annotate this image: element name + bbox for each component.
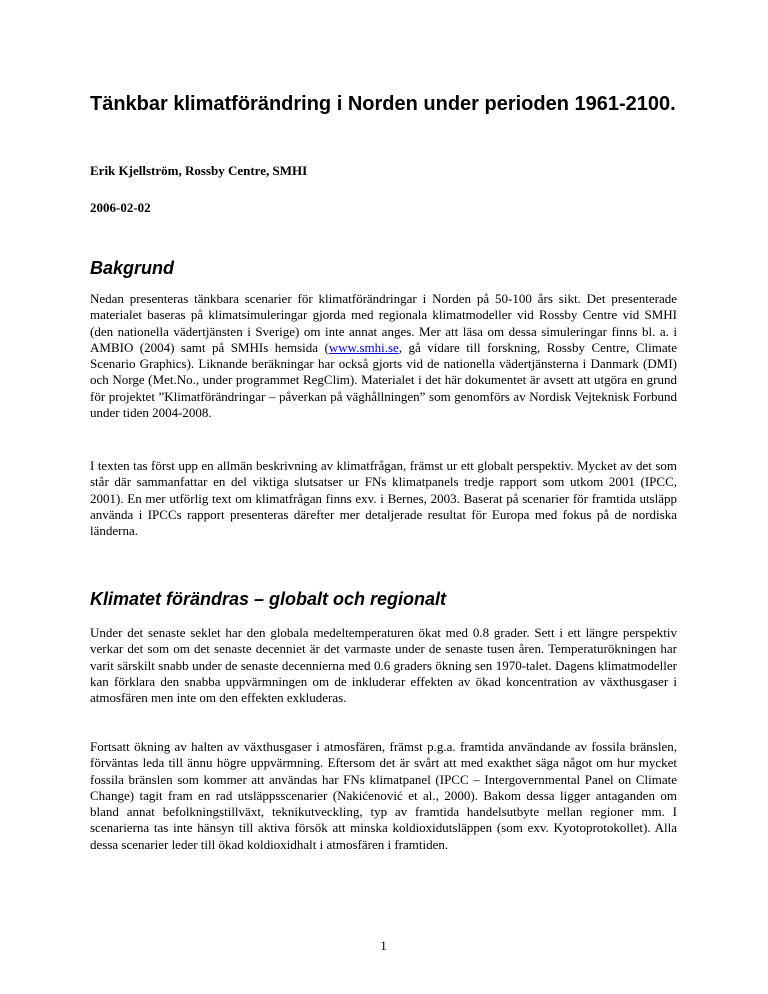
page-number: 1: [380, 938, 387, 953]
author-line: Erik Kjellström, Rossby Centre, SMHI: [90, 163, 308, 178]
section-heading-klimatet: Klimatet förändras – globalt och regionalt: [90, 589, 447, 609]
paragraph-bakgrund-2: I texten tas först upp en allmän beskrivning av klimatfrågan, främst ur ett globalt perspektiv. Mycket av det som står där sammanfattar en del viktiga slutsatser ur FNs klimatpanels tredje rapport som utkom 2001 (IPCC, 2001). En mer utförlig text om klimatfrågan finns exv. i Bernes, 2003. Baserat på scenarier för framtida utsläpp använda i IPCCs rapport presenteras därefter mer detaljerade resultat för Europa med fokus på de nordiska länderna.: [90, 458, 677, 539]
document-date: 2006-02-02: [90, 200, 151, 215]
paragraph-klimatet-2: Fortsatt ökning av halten av växthusgaser i atmosfären, främst p.g.a. framtida användande av fossila bränslen, förväntas leda till ännu högre uppvärmning. Eftersom det är svårt att med exakthet säga något om hur mycket fossila bränslen som kommer att användas har FNs klimatpanel (IPCC – Intergovernmental Panel on Climate Change) tagit fram en rad utsläppsscenarier (Nakićenović et al., 2000). Bakom dessa ligger antaganden om bland annat befolkningstillväxt, teknikutveckling, typ av framtida handelsutbyte mellan regioner mm. I scenarierna tas inte hänsyn till aktiva försök att minska koldioxidutsläppen (som exv. Kyotoprotokollet). Alla dessa scenarier leder till ökad koldioxidhalt i atmosfären i framtiden.: [90, 739, 677, 852]
paragraph-text: Nedan presenteras tänkbara scenarier för klimatförändringar i Norden på 50-100 års sikt. Det presenterade materialet baseras på klimatsimuleringar gjorda med regionala klimatmodeller vid Rossby Centre vid SMHI (den nationella vädertjänsten i Sverige) om inte annat anges. Mer att läsa om dessa simuleringar finns bl. a. i AMBIO (2004) samt på SMHIs hemsida (: [90, 291, 677, 355]
paragraph-text: , gå vidare till forskning, Rossby Centre, Climate Scenario Graphics). Liknande beräkningar har också gjorts vid de nationella vädertjänsterna i Danmark (DMI) och Norge (Met.No., under programmet RegClim). Materialet i det här dokumentet är avsett att utgöra en grund för projektet ”Klimatförändringar – påverkan på väghållningen” som genomförs av Nordisk Vejteknisk Forbund under tiden 2004-2008.: [90, 339, 677, 421]
paragraph-bakgrund-1: [90, 291, 677, 421]
smhi-link[interactable]: www.smhi.se: [328, 339, 399, 355]
section-heading-bakgrund: Bakgrund: [90, 258, 175, 278]
paragraph-klimatet-1: Under det senaste seklet har den globala medeltemperaturen ökat med 0.8 grader. Sett i ett längre perspektiv verkar det som om det senaste decenniet är det varmaste under de senaste tusen åren. Temperaturökningen har varit särskilt snabb under de senaste decennierna med 0.6 graders ökning sen 1970-talet. Dagens klimatmodeller kan förklara den snabba uppvärmningen om de inkluderar effekten av ökad koncentration av växthusgaser i atmosfären men inte om den effekten exkluderas.: [90, 625, 677, 706]
document-title: Tänkbar klimatförändring i Norden under perioden 1961-2100.: [90, 93, 676, 115]
